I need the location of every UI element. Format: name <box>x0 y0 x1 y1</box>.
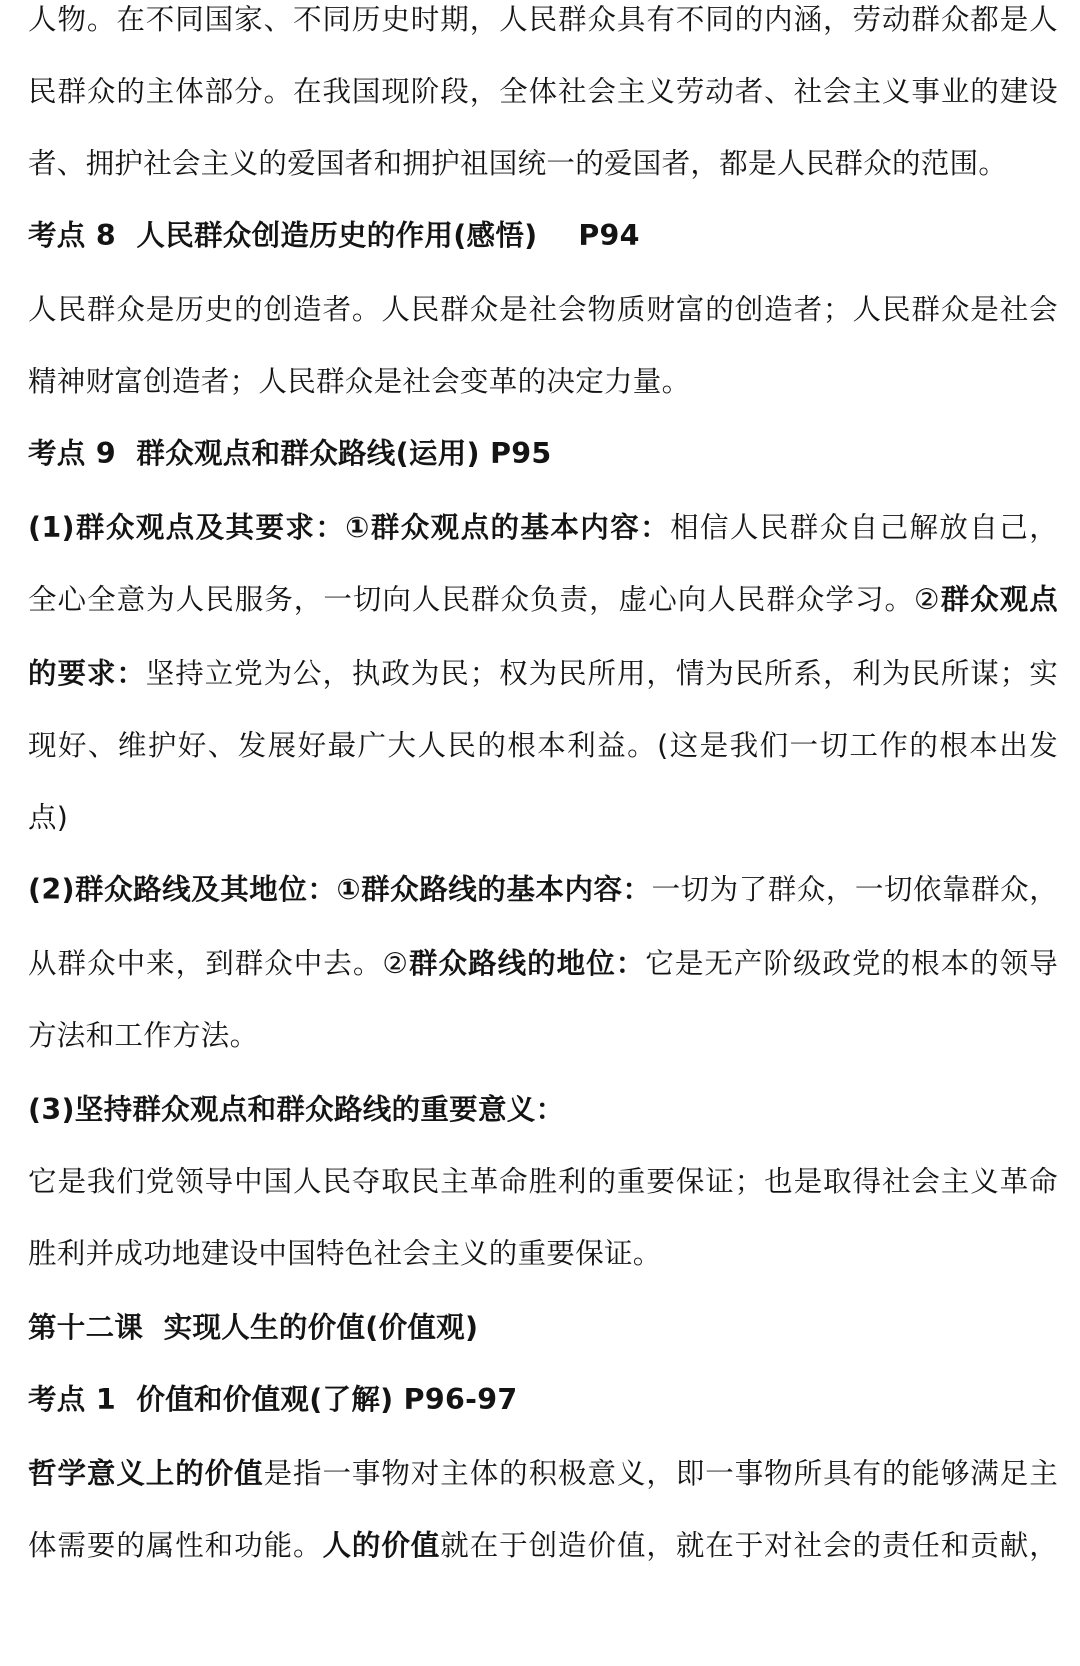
section-heading-kaodian-8 <box>28 206 1058 266</box>
text-run: 人民群众是历史的创造者。人民群众是社会物质财富的创造者；人民群众是社会 <box>28 293 1058 326</box>
paragraph-line <box>28 1152 1058 1212</box>
text-run: 精神财富创造者；人民群众是社会变革的决定力量。 <box>28 365 691 398</box>
paragraph-line <box>28 134 1058 194</box>
bold-text-run: 的要求： <box>28 657 146 690</box>
text-run: 民群众的主体部分。在我国现阶段，全体社会主义劳动者、社会主义事业的建设 <box>28 75 1058 108</box>
paragraph-line <box>28 788 1058 848</box>
paragraph-line <box>28 0 1058 50</box>
section-heading-kaodian-1 <box>28 1370 1058 1430</box>
text-run: 是指一事物对主体的积极意义，即一事物所具有的能够满足主 <box>263 1457 1058 1490</box>
paragraph-line <box>28 1444 1058 1504</box>
heading-text: 第十二课 实现人生的价值(价值观) <box>28 1311 479 1344</box>
heading-text: 考点 9 群众观点和群众路线(运用) P95 <box>28 437 552 470</box>
text-run: 它是无产阶级政党的根本的领导 <box>645 947 1059 980</box>
bold-text-run: (1)群众观点及其要求：①群众观点的基本内容： <box>28 511 671 544</box>
text-run: 就在于创造价值，就在于对社会的责任和贡献， <box>440 1529 1058 1562</box>
bold-text-run: 群众路线的地位： <box>409 947 646 980</box>
heading-text: 考点 8 人民群众创造历史的作用(感悟) P94 <box>28 219 640 252</box>
bold-text-run: 哲学意义上的价值 <box>28 1457 264 1490</box>
heading-text: (3)坚持群众观点和群众路线的重要意义： <box>28 1093 565 1126</box>
bold-text-run: 群众观点 <box>940 583 1058 616</box>
text-run: 一切为了群众，一切依靠群众， <box>651 873 1058 906</box>
text-run: 胜利并成功地建设中国特色社会主义的重要保证。 <box>28 1237 662 1270</box>
paragraph-line <box>28 1224 1058 1284</box>
paragraph-line <box>28 860 1058 920</box>
text-run: 体需要的属性和功能。 <box>28 1529 323 1562</box>
paragraph-line <box>28 498 1058 558</box>
subsection-heading-3 <box>28 1080 1058 1140</box>
text-run: 现好、维护好、发展好最广大人民的根本利益。(这是我们一切工作的根本出发 <box>28 729 1058 762</box>
paragraph-line <box>28 934 1058 994</box>
lesson-heading-12 <box>28 1298 1058 1358</box>
text-run: 点) <box>28 801 69 834</box>
paragraph-line <box>28 716 1058 776</box>
text-run: 它是我们党领导中国人民夺取民主革命胜利的重要保证；也是取得社会主义革命 <box>28 1165 1058 1198</box>
text-run: 方法和工作方法。 <box>28 1019 259 1052</box>
section-heading-kaodian-9 <box>28 424 1058 484</box>
heading-text: 考点 1 价值和价值观(了解) P96-97 <box>28 1383 518 1416</box>
paragraph-line <box>28 570 1058 630</box>
text-run: 相信人民群众自己解放自己， <box>670 511 1058 544</box>
text-run: 从群众中来，到群众中去。② <box>28 947 409 980</box>
text-run: 者、拥护社会主义的爱国者和拥护祖国统一的爱国者，都是人民群众的范围。 <box>28 147 1008 180</box>
paragraph-line <box>28 1516 1058 1576</box>
paragraph-line <box>28 62 1058 122</box>
paragraph-line <box>28 644 1058 704</box>
text-run: 坚持立党为公，执政为民；权为民所用，情为民所系，利为民所谋；实 <box>145 657 1058 690</box>
paragraph-line <box>28 1006 1058 1066</box>
bold-text-run: (2)群众路线及其地位：①群众路线的基本内容： <box>28 873 652 906</box>
paragraph-line <box>28 352 1058 412</box>
paragraph-line <box>28 280 1058 340</box>
bold-text-run: 人的价值 <box>322 1529 441 1562</box>
text-run: 全心全意为人民服务，一切向人民群众负责，虚心向人民群众学习。② <box>28 583 941 616</box>
text-run: 人物。在不同国家、不同历史时期，人民群众具有不同的内涵，劳动群众都是人 <box>28 3 1058 36</box>
